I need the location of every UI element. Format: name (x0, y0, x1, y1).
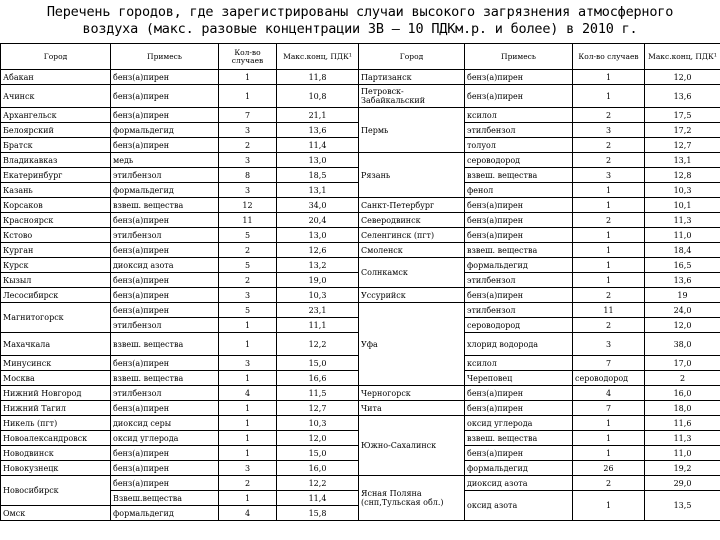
count-cell: 2 (219, 138, 277, 153)
city-cell: Махачкала (1, 333, 111, 356)
impurity-cell: оксид углерода (111, 431, 219, 446)
count-cell: 2 (573, 213, 645, 228)
count-cell: 1 (219, 401, 277, 416)
count-cell: 1 (219, 318, 277, 333)
maxconc-cell: 16,5 (645, 258, 720, 273)
count-cell: 5 (219, 258, 277, 273)
city-cell: Белоярский (1, 123, 111, 138)
maxconc-cell: 11,3 (645, 431, 720, 446)
count-cell: 2 (645, 371, 720, 386)
count-cell: 2 (219, 476, 277, 491)
maxconc-cell: 11,0 (645, 228, 720, 243)
count-cell: 26 (573, 461, 645, 476)
maxconc-cell: 19 (645, 288, 720, 303)
impurity-cell: бенз(а)пирен (111, 108, 219, 123)
maxconc-cell: 17,0 (645, 356, 720, 371)
city-cell: Красноярск (1, 213, 111, 228)
maxconc-cell: 19,0 (277, 273, 359, 288)
title-line-1: Перечень городов, где зарегистрированы случаи высокого загрязнения атмосферного (46, 4, 674, 20)
impurity-cell: взвеш. вещества (111, 198, 219, 213)
maxconc-cell: 24,0 (645, 303, 720, 318)
city-cell: Курган (1, 243, 111, 258)
impurity-cell: этилбензол (111, 386, 219, 401)
impurity-cell: бенз(а)пирен (465, 386, 573, 401)
table-row (1, 213, 720, 228)
impurity-cell: взвеш. вещества (465, 168, 573, 183)
impurity-cell: оксид азота (465, 491, 573, 521)
count-cell: 1 (573, 228, 645, 243)
city-cell: Петровск-Забайкальский (359, 85, 465, 108)
count-cell: 1 (219, 491, 277, 506)
maxconc-cell: 16,0 (645, 386, 720, 401)
city-cell: Санкт-Петербург (359, 198, 465, 213)
table-row (1, 258, 720, 273)
impurity-cell: оксид углерода (465, 416, 573, 431)
city-cell: Новосибирск (1, 476, 111, 506)
maxconc-cell: 13,1 (645, 153, 720, 168)
table-row (1, 288, 720, 303)
impurity-cell: бенз(а)пирен (465, 213, 573, 228)
count-cell: 1 (573, 85, 645, 108)
impurity-cell: бенз(а)пирен (111, 85, 219, 108)
impurity-cell: бенз(а)пирен (111, 446, 219, 461)
table-row (1, 476, 720, 491)
impurity-cell: бенз(а)пирен (111, 288, 219, 303)
count-cell: 1 (573, 431, 645, 446)
maxconc-cell: 16,6 (277, 371, 359, 386)
count-cell: 1 (573, 198, 645, 213)
count-cell: 2 (573, 318, 645, 333)
city-cell: Омск (1, 506, 111, 521)
count-cell: 1 (573, 273, 645, 288)
count-cell: 4 (219, 386, 277, 401)
maxconc-cell: 12,2 (277, 333, 359, 356)
count-cell: 3 (219, 183, 277, 198)
city-cell: Череповец (465, 371, 573, 386)
maxconc-cell: 15,8 (277, 506, 359, 521)
impurity-cell: толуол (465, 138, 573, 153)
maxconc-cell: 13,5 (645, 491, 720, 521)
impurity-cell: этилбензол (465, 303, 573, 318)
impurity-cell: формальдегид (111, 506, 219, 521)
maxconc-cell: 12,8 (645, 168, 720, 183)
count-cell: 12 (219, 198, 277, 213)
city-cell: Екатеринбург (1, 168, 111, 183)
city-cell: Владикавказ (1, 153, 111, 168)
maxconc-cell: 13,1 (277, 183, 359, 198)
city-cell: Нижний Тагил (1, 401, 111, 416)
maxconc-cell: 17,2 (645, 123, 720, 138)
city-cell: Уфа (359, 303, 465, 386)
impurity-cell: бенз(а)пирен (111, 476, 219, 491)
count-cell: 1 (219, 85, 277, 108)
count-cell: 5 (219, 228, 277, 243)
maxconc-cell: 12,7 (645, 138, 720, 153)
maxconc-cell: 16,0 (277, 461, 359, 476)
maxconc-cell: 12,7 (277, 401, 359, 416)
impurity-cell: хлорид водорода (465, 333, 573, 356)
city-cell: Курск (1, 258, 111, 273)
maxconc-cell: 13,0 (277, 228, 359, 243)
table-row (1, 153, 720, 168)
count-cell: 4 (573, 386, 645, 401)
city-cell: Казань (1, 183, 111, 198)
table-row (1, 243, 720, 258)
maxconc-cell: 13,0 (277, 153, 359, 168)
maxconc-cell: 11,5 (277, 386, 359, 401)
count-cell: 2 (573, 476, 645, 491)
maxconc-cell: 10,8 (277, 85, 359, 108)
count-cell: 1 (573, 416, 645, 431)
city-cell: Солнкамск (359, 258, 465, 288)
table-row (1, 303, 720, 318)
impurity-cell: сероводород (465, 318, 573, 333)
maxconc-cell: 19,2 (645, 461, 720, 476)
maxconc-cell: 18,5 (277, 168, 359, 183)
impurity-cell: формальдегид (111, 183, 219, 198)
maxconc-cell: 17,5 (645, 108, 720, 123)
maxconc-cell: 21,1 (277, 108, 359, 123)
count-cell: 1 (219, 333, 277, 356)
count-cell: 2 (573, 288, 645, 303)
count-cell: 1 (219, 70, 277, 85)
maxconc-cell: 18,0 (645, 401, 720, 416)
count-cell: 1 (219, 371, 277, 386)
maxconc-cell: 10,3 (645, 183, 720, 198)
table-row (1, 228, 720, 243)
count-cell: 2 (219, 273, 277, 288)
table-row (1, 198, 720, 213)
city-cell: Магнитогорск (1, 303, 111, 333)
city-cell: Архангельск (1, 108, 111, 123)
maxconc-cell: 18,4 (645, 243, 720, 258)
impurity-cell: бенз(а)пирен (111, 356, 219, 371)
city-cell: Рязань (359, 153, 465, 198)
impurity-cell: взвеш. вещества (465, 431, 573, 446)
count-cell: 3 (219, 356, 277, 371)
impurity-cell: бенз(а)пирен (465, 85, 573, 108)
header-row (1, 44, 720, 70)
header-count-left: Кол-во случаев (219, 44, 277, 70)
maxconc-cell: 15,0 (277, 446, 359, 461)
city-cell: Кстово (1, 228, 111, 243)
header-count-right: Кол-во случаев (573, 44, 645, 70)
impurity-cell: формальдегид (111, 123, 219, 138)
city-cell: Смоленск (359, 243, 465, 258)
table-body (1, 70, 720, 521)
count-cell: 3 (219, 288, 277, 303)
count-cell: 3 (573, 168, 645, 183)
city-cell: Кызыл (1, 273, 111, 288)
header-impurity-left: Примесь (111, 44, 219, 70)
count-cell: 1 (573, 491, 645, 521)
city-cell: Черногорск (359, 386, 465, 401)
count-cell: 1 (573, 183, 645, 198)
maxconc-cell: 12,2 (277, 476, 359, 491)
maxconc-cell: 10,1 (645, 198, 720, 213)
maxconc-cell: 11,3 (645, 213, 720, 228)
city-cell: Москва (1, 371, 111, 386)
maxconc-cell: 12,0 (645, 318, 720, 333)
count-cell: 1 (219, 431, 277, 446)
impurity-cell: бенз(а)пирен (465, 401, 573, 416)
maxconc-cell: 34,0 (277, 198, 359, 213)
impurity-cell: бенз(а)пирен (465, 70, 573, 85)
count-cell: 2 (219, 243, 277, 258)
count-cell: 3 (219, 461, 277, 476)
city-cell: Северодвинск (359, 213, 465, 228)
count-cell: 1 (573, 258, 645, 273)
table-row (1, 386, 720, 401)
maxconc-cell: 10,3 (277, 416, 359, 431)
city-cell: Новоалександровск (1, 431, 111, 446)
count-cell: 2 (573, 138, 645, 153)
maxconc-cell: 20,4 (277, 213, 359, 228)
impurity-cell: бенз(а)пирен (111, 243, 219, 258)
count-cell: 7 (573, 356, 645, 371)
maxconc-cell: 11,4 (277, 491, 359, 506)
header-impurity-right: Примесь (465, 44, 573, 70)
city-cell: Селенгинск (пгт) (359, 228, 465, 243)
impurity-cell: взвеш. вещества (465, 243, 573, 258)
impurity-cell: Взвеш.вещества (111, 491, 219, 506)
impurity-cell: бенз(а)пирен (465, 228, 573, 243)
city-cell: Уссурийск (359, 288, 465, 303)
header-city-left: Город (1, 44, 111, 70)
count-cell: 7 (219, 108, 277, 123)
impurity-cell: взвеш. вещества (111, 333, 219, 356)
header-maxconc-left: Макс.конц, ПДК¹ (277, 44, 359, 70)
impurity-cell: этилбензол (111, 228, 219, 243)
impurity-cell: ксилол (465, 356, 573, 371)
pollution-table (0, 43, 720, 521)
count-cell: 5 (219, 303, 277, 318)
count-cell: 8 (219, 168, 277, 183)
city-cell: Южно-Сахалинск (359, 416, 465, 476)
city-cell: Ясная Поляна (снп,Тульская обл.) (359, 476, 465, 521)
city-cell: Партизанск (359, 70, 465, 85)
maxconc-cell: 12,6 (277, 243, 359, 258)
impurity-cell: взвеш. вещества (111, 371, 219, 386)
maxconc-cell: 11,0 (645, 446, 720, 461)
impurity-cell: фенол (465, 183, 573, 198)
maxconc-cell: 11,1 (277, 318, 359, 333)
city-cell: Нижний Новгород (1, 386, 111, 401)
count-cell: 7 (573, 401, 645, 416)
count-cell: 2 (573, 153, 645, 168)
impurity-cell: этилбензол (111, 168, 219, 183)
impurity-cell: бенз(а)пирен (111, 273, 219, 288)
count-cell: 1 (573, 243, 645, 258)
impurity-cell: бенз(а)пирен (111, 303, 219, 318)
impurity-cell: диоксид серы (111, 416, 219, 431)
impurity-cell: бенз(а)пирен (111, 70, 219, 85)
count-cell: 3 (573, 333, 645, 356)
page-title (0, 4, 720, 38)
count-cell: 1 (573, 70, 645, 85)
impurity-cell: этилбензол (111, 318, 219, 333)
maxconc-cell: 13,6 (277, 123, 359, 138)
city-cell: Ачинск (1, 85, 111, 108)
maxconc-cell: 11,8 (277, 70, 359, 85)
impurity-cell: бенз(а)пирен (465, 446, 573, 461)
city-cell: Никель (пгт) (1, 416, 111, 431)
count-cell: 1 (219, 416, 277, 431)
impurity-cell: диоксид азота (465, 476, 573, 491)
impurity-cell: бенз(а)пирен (111, 213, 219, 228)
header-city-right: Город (359, 44, 465, 70)
count-cell: 11 (573, 303, 645, 318)
maxconc-cell: 10,3 (277, 288, 359, 303)
count-cell: 1 (573, 446, 645, 461)
impurity-cell: формальдегид (465, 461, 573, 476)
city-cell: Лесосибирск (1, 288, 111, 303)
impurity-cell: бенз(а)пирен (465, 198, 573, 213)
count-cell: 3 (573, 123, 645, 138)
maxconc-cell: 23,1 (277, 303, 359, 318)
city-cell: Минусинск (1, 356, 111, 371)
count-cell: 3 (219, 123, 277, 138)
table-row (1, 401, 720, 416)
impurity-cell: этилбензол (465, 273, 573, 288)
maxconc-cell: 29,0 (645, 476, 720, 491)
table-row (1, 85, 720, 108)
city-cell: Новокузнецк (1, 461, 111, 476)
table-row (1, 70, 720, 85)
header-maxconc-right: Макс.конц, ПДК¹ (645, 44, 720, 70)
impurity-cell: бенз(а)пирен (111, 401, 219, 416)
count-cell: 11 (219, 213, 277, 228)
maxconc-cell: 11,4 (277, 138, 359, 153)
count-cell: 2 (573, 108, 645, 123)
maxconc-cell: 12,0 (277, 431, 359, 446)
count-cell: 1 (219, 446, 277, 461)
maxconc-cell: 13,2 (277, 258, 359, 273)
impurity-cell: сероводород (465, 153, 573, 168)
table-row (1, 416, 720, 431)
impurity-cell: бенз(а)пирен (111, 138, 219, 153)
impurity-cell: диоксид азота (111, 258, 219, 273)
maxconc-cell: 11,6 (645, 416, 720, 431)
impurity-cell: этилбензол (465, 123, 573, 138)
city-cell: Корсаков (1, 198, 111, 213)
title-line-2: воздуха (макс. разовые концентрации 3В – 10 ПДКм.р. и более) в 2010 г. (82, 21, 638, 37)
maxconc-cell: 13,6 (645, 273, 720, 288)
city-cell: Чита (359, 401, 465, 416)
impurity-cell: бенз(а)пирен (111, 461, 219, 476)
count-cell: 3 (219, 153, 277, 168)
impurity-cell: медь (111, 153, 219, 168)
impurity-cell: ксилол (465, 108, 573, 123)
table-row (1, 108, 720, 123)
count-cell: 4 (219, 506, 277, 521)
city-cell: Братск (1, 138, 111, 153)
city-cell: Пермь (359, 108, 465, 153)
maxconc-cell: 13,6 (645, 85, 720, 108)
impurity-cell: сероводород (573, 371, 645, 386)
impurity-cell: формальдегид (465, 258, 573, 273)
city-cell: Новодвинск (1, 446, 111, 461)
maxconc-cell: 38,0 (645, 333, 720, 356)
city-cell: Абакан (1, 70, 111, 85)
maxconc-cell: 15,0 (277, 356, 359, 371)
impurity-cell: бенз(а)пирен (465, 288, 573, 303)
maxconc-cell: 12,0 (645, 70, 720, 85)
